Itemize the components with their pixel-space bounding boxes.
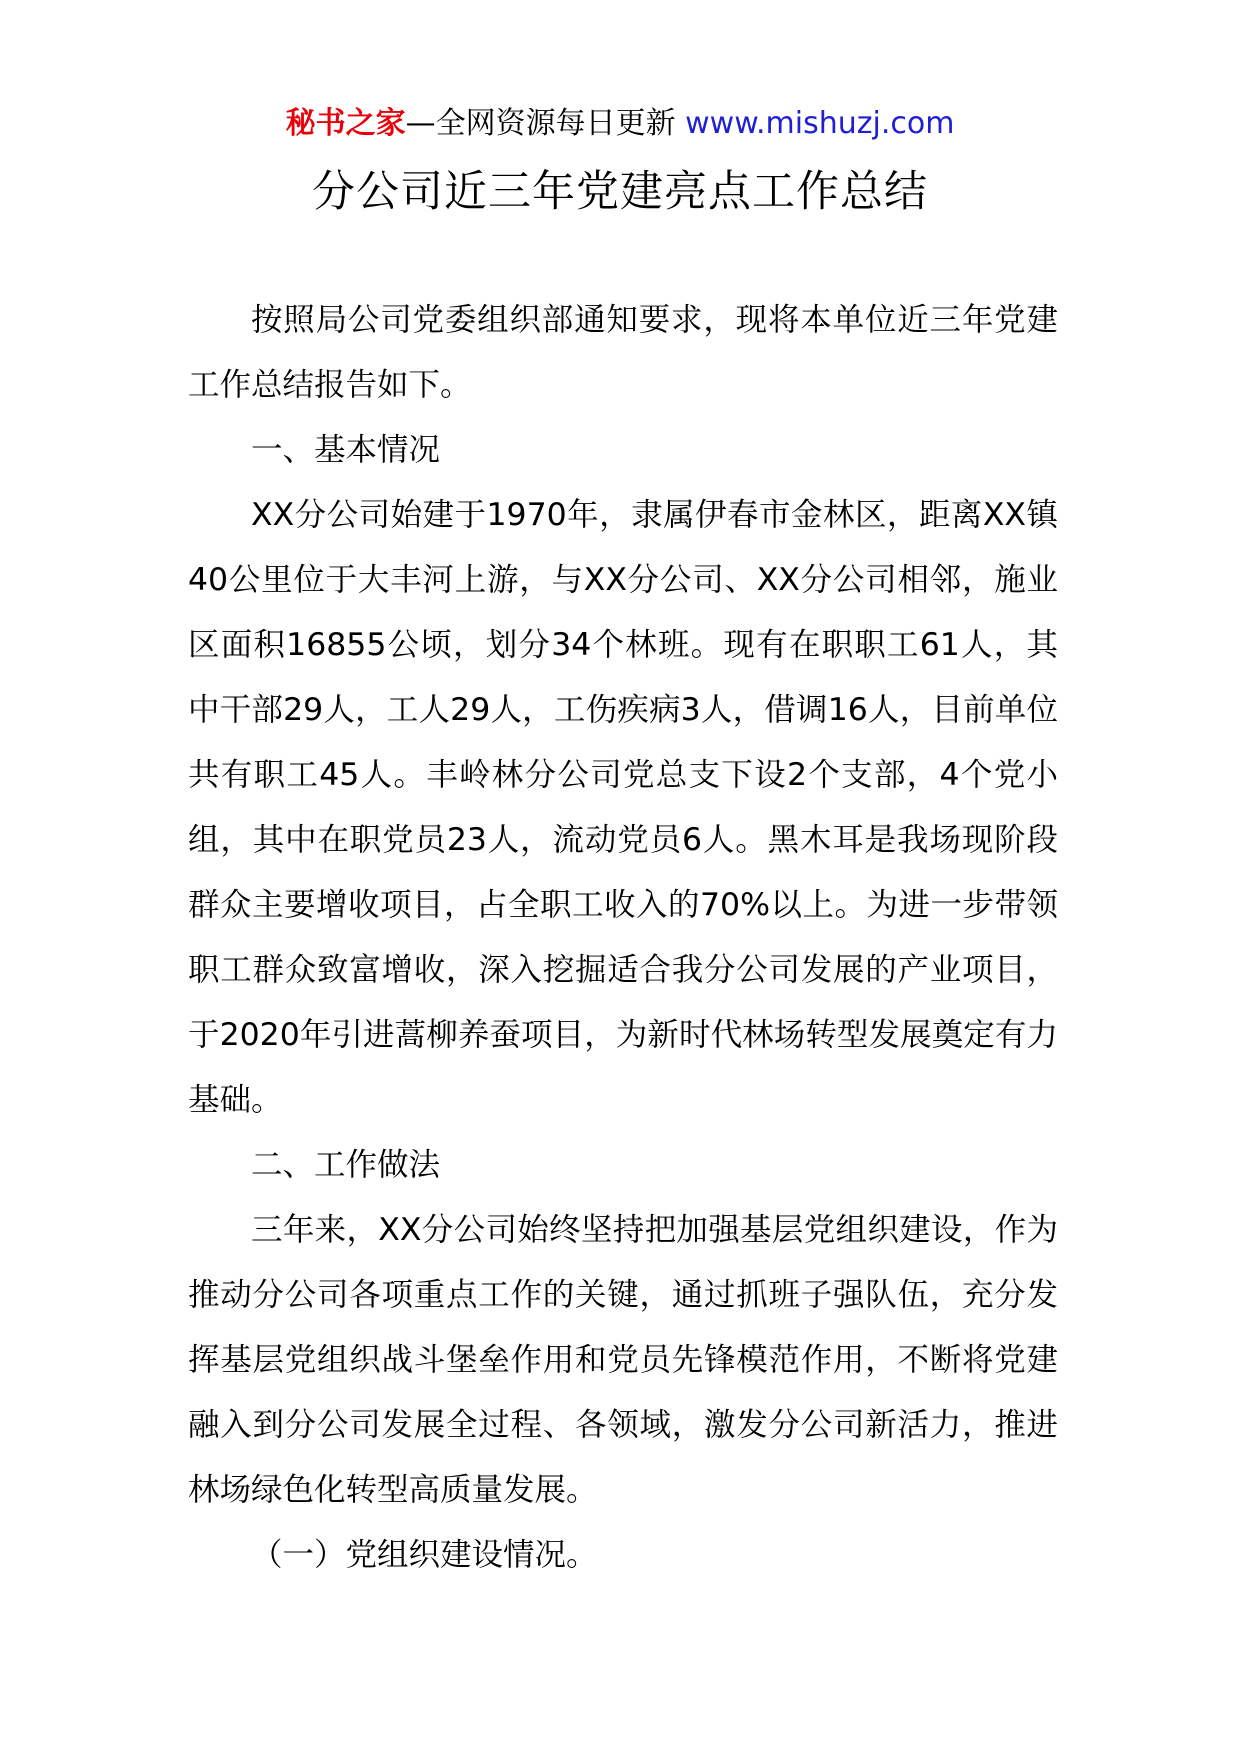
header-tagline: —全网资源每日更新	[405, 106, 686, 141]
paragraph-work-methods: 三年来，XX分公司始终坚持把加强基层党组织建设，作为推动分公司各项重点工作的关键，通过抓班子强队伍，充分发挥基层党组织战斗堡垒作用和党员先锋模范作用，不断将党建融入到分公司发展全过程、各领域，激发分公司新活力，推进林场绿色化转型高质量发展。	[188, 1212, 1058, 1508]
site-header	[0, 102, 1240, 146]
document-body	[188, 288, 1058, 1588]
site-url: www.mishuzj.com	[685, 106, 955, 141]
document-title: 分公司近三年党建亮点工作总结	[312, 167, 928, 217]
paragraph-intro: 按照局公司党委组织部通知要求，现将本单位近三年党建工作总结报告如下。	[188, 302, 1058, 403]
paragraph-basic-situation: XX分公司始建于1970年，隶属伊春市金林区，距离XX镇40公里位于大丰河上游，与XX分公司、XX分公司相邻，施业区面积16855公顷，划分34个林班。现有在职职工61人，其中干部29人，工人29人，工伤疾病3人，借调16人，目前单位共有职工45人。丰岭林分公司党总支下设2个支部，4个党小组，其中在职党员23人，流动党员6人。黑木耳是我场现阶段群众主要增收项目，占全职工收入的70%以上。为进一步带领职工群众致富增收，深入挖掘适合我分公司发展的产业项目，于2020年引进蒿柳养蚕项目，为新时代林场转型发展奠定有力基础。	[188, 497, 1058, 1118]
brand-name: 秘书之家	[285, 106, 406, 141]
section-heading-work-methods: 二、工作做法	[251, 1147, 441, 1183]
section-heading-basic-situation: 一、基本情况	[251, 432, 441, 468]
subsection-heading-party-organization: （一）党组织建设情况。	[251, 1537, 598, 1573]
